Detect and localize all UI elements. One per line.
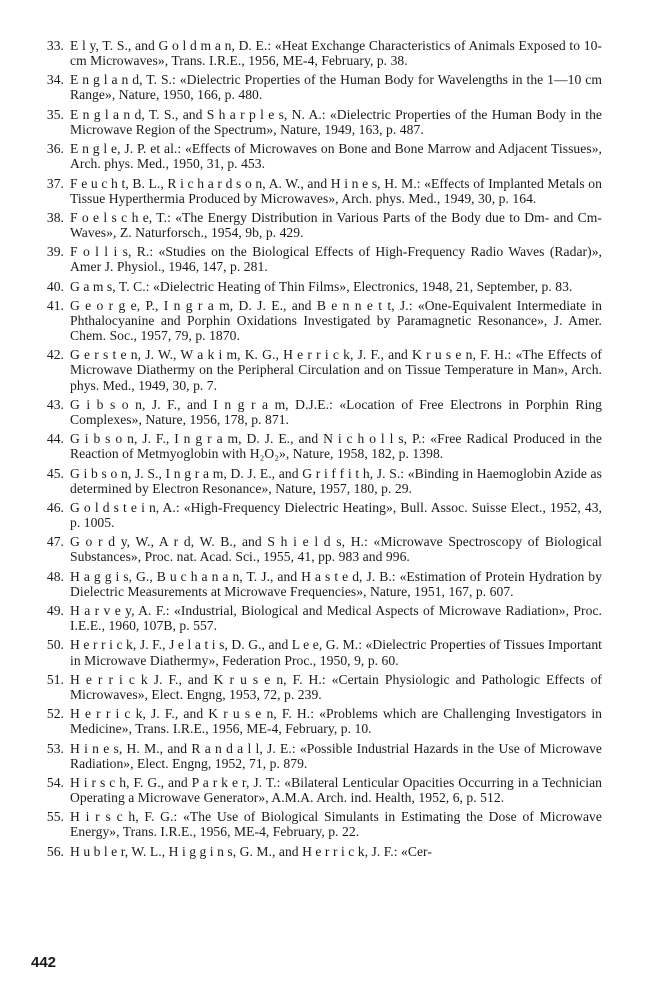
reference-entry [30,72,602,102]
reference-entry [30,397,602,427]
reference-entry [30,672,602,702]
reference-text: H e r r i c k, J. F., and K r u s e n, F. H.: «Problems which are Challenging Investigators in Medicine», Trans. I.R.E., 1956, ME-4, February, p. 10. [70,706,602,737]
reference-entry [30,141,602,171]
reference-number: 35. [46,106,64,122]
reference-number: 53. [46,740,64,756]
reference-number: 46. [46,499,64,515]
reference-text: E n g l a n d, T. S.: «Dielectric Properties of the Human Body for Wavelengths in the 1—10 cm Range», Nature, 1950, 166, p. 480. [70,72,602,103]
reference-number: 34. [46,72,64,88]
reference-text: E l y, T. S., and G o l d m a n, D. E.: «Heat Exchange Characteristics of Animals Exposed to 10-cm Microwaves», Trans. I.R.E., 1956, ME-4, February, p. 38. [70,38,602,69]
reference-entry [30,809,602,839]
reference-entry [30,38,602,68]
reference-entry [30,466,602,496]
reference-entry [30,637,602,667]
reference-number: 43. [46,396,64,412]
reference-text: H e r r i c k, J. F., J e l a t i s, D. G., and L e e, G. M.: «Dielectric Properties of Tissues Important in Microwave Diathermy», Federation Proc., 1950, 9, p. 60. [70,637,602,668]
reference-number: 41. [46,297,64,313]
reference-text: G o r d y, W., A r d, W. B., and S h i e l d s, H.: «Microwave Spectroscopy of Biological Substances», Proc. nat. Acad. Sci., 1955, 41, pp. 983 and 996. [70,534,602,565]
reference-text: G e o r g e, P., I n g r a m, D. J. E., and B e n n e t t, J.: «One-Equivalent Intermediate in Phthalocyanine and Porphin Oxidations Investigated by Paramagnetic Resonance», J. Amer. Chem. Soc., 1957, 79, p. 1870. [70,297,602,344]
reference-number: 54. [46,774,64,790]
reference-text: H a r v e y, A. F.: «Industrial, Biological and Medical Aspects of Microwave Radiation», Proc. I.E.E., 1960, 107B, p. 557. [70,603,602,634]
reference-entry [30,500,602,530]
reference-text: G i b s o n, J. F., and I n g r a m, D.J.E.: «Location of Free Electrons in Porphin Ring Complexes», Nature, 1956, 178, p. 871. [70,396,602,427]
reference-number: 52. [46,706,64,722]
reference-text: G i b s o n, J. F., I n g r a m, D. J. E., and N i c h o l l s, P.: «Free Radical Produced in the Reaction of Metmyoglobin with H₂O₂», Nature, 1958, 182, p. 1398. [70,431,602,462]
reference-entry [30,775,602,805]
reference-number: 56. [46,843,64,859]
reference-entry [30,741,602,771]
reference-list [30,38,602,863]
reference-text: H a g g i s, G., B u c h a n a n, T. J., and H a s t e d, J. B.: «Estimation of Protein Hydration by Dielectric Measurements at Microwave Frequencies», Nature, 1951, 167, p. 607. [70,568,602,599]
page-number: 442 [31,954,57,971]
reference-number: 49. [46,603,64,619]
reference-number: 38. [46,209,64,225]
reference-text: F e u c h t, B. L., R i c h a r d s o n, A. W., and H i n e s, H. M.: «Effects of Implanted Metals on Tissue Hyperthermia Produced by Microwaves», Arch. phys. Med., 1949, 30, p. 164. [70,175,602,206]
reference-text: E n g l a n d, T. S., and S h a r p l e s, N. A.: «Dielectric Properties of the Human Body in the Microwave Region of the Spectrum», Nature, 1949, 163, p. 487. [70,106,602,137]
reference-number: 55. [46,809,64,825]
reference-text: H i r s c h, F. G., and P a r k e r, J. T.: «Bilateral Lenticular Opacities Occurring in a Technician Operating a Microwave Generator», A.M.A. Arch. ind. Health, 1952, 6, p. 512. [70,774,602,806]
reference-text: H e r r i c k J. F., and K r u s e n, F. H.: «Certain Physiologic and Pathologic Effects of Microwaves», Elect. Engng, 1953, 72, p. 239. [70,671,602,702]
reference-number: 45. [46,465,64,481]
reference-text: H i r s c h, F. G.: «The Use of Biological Simulants in Estimating the Dose of Microwave Energy», Trans. I.R.E., 1956, ME-4, February, p. 22. [70,809,602,840]
reference-entry [30,844,602,859]
reference-entry [30,279,602,294]
reference-number: 37. [46,175,64,191]
reference-number: 42. [46,347,64,363]
reference-text: F o e l s c h e, T.: «The Energy Distribution in Various Parts of the Body due to Dm- and Cm-Waves», Z. Naturforsch., 1954, 9b, p. 429. [70,209,602,240]
reference-entry [30,706,602,736]
reference-number: 50. [46,637,64,653]
reference-text: F o l l i s, R.: «Studies on the Biological Effects of High-Frequency Radio Waves (Radar)», Amer J. Physiol., 1946, 147, p. 281. [70,244,602,275]
reference-text: G a m s, T. C.: «Dielectric Heating of Thin Films», Electronics, 1948, 21, September, p. 83. [70,278,573,294]
reference-entry [30,431,602,461]
reference-text: G e r s t e n, J. W., W a k i m, K. G., H e r r i c k, J. F., and K r u s e n, F. H.: «The Effects of Microwave Diathermy on the Peripheral Circulation and on Tissue Temperature in Man», Arch. phys. Med., 1949, 30, p. 7. [70,347,602,393]
reference-entry [30,603,602,633]
reference-number: 33. [46,38,64,53]
reference-number: 44. [46,431,64,447]
reference-text: H u b l e r, W. L., H i g g i n s, G. M., and H e r r i c k, J. F.: «Cer- [70,843,432,859]
reference-number: 48. [46,568,64,584]
reference-text: H i n e s, H. M., and R a n d a l l, J. E.: «Possible Industrial Hazards in the Use of Microwave Radiation», Elect. Engng, 1952, 71, p. 879. [70,740,602,771]
reference-entry [30,298,602,343]
reference-text: G i b s o n, J. S., I n g r a m, D. J. E., and G r i f f i t h, J. S.: «Binding in Haemoglobin Azide as determined by Electron Resonance», Nature, 1957, 180, p. 29. [70,465,602,496]
reference-number: 40. [46,278,64,294]
reference-entry [30,210,602,240]
reference-number: 51. [46,671,64,687]
reference-entry [30,347,602,392]
reference-text: E n g l e, J. P. et al.: «Effects of Microwaves on Bone and Bone Marrow and Adjacent Tissues», Arch. phys. Med., 1950, 31, p. 453. [70,141,602,172]
reference-entry [30,107,602,137]
reference-entry [30,244,602,274]
reference-number: 39. [46,244,64,260]
reference-entry [30,534,602,564]
reference-number: 36. [46,141,64,157]
reference-number: 47. [46,534,64,550]
reference-entry [30,176,602,206]
reference-entry [30,569,602,599]
reference-text: G o l d s t e i n, A.: «High-Frequency Dielectric Heating», Bull. Assoc. Suisse Elect., 1952, 43, p. 1005. [70,499,602,531]
